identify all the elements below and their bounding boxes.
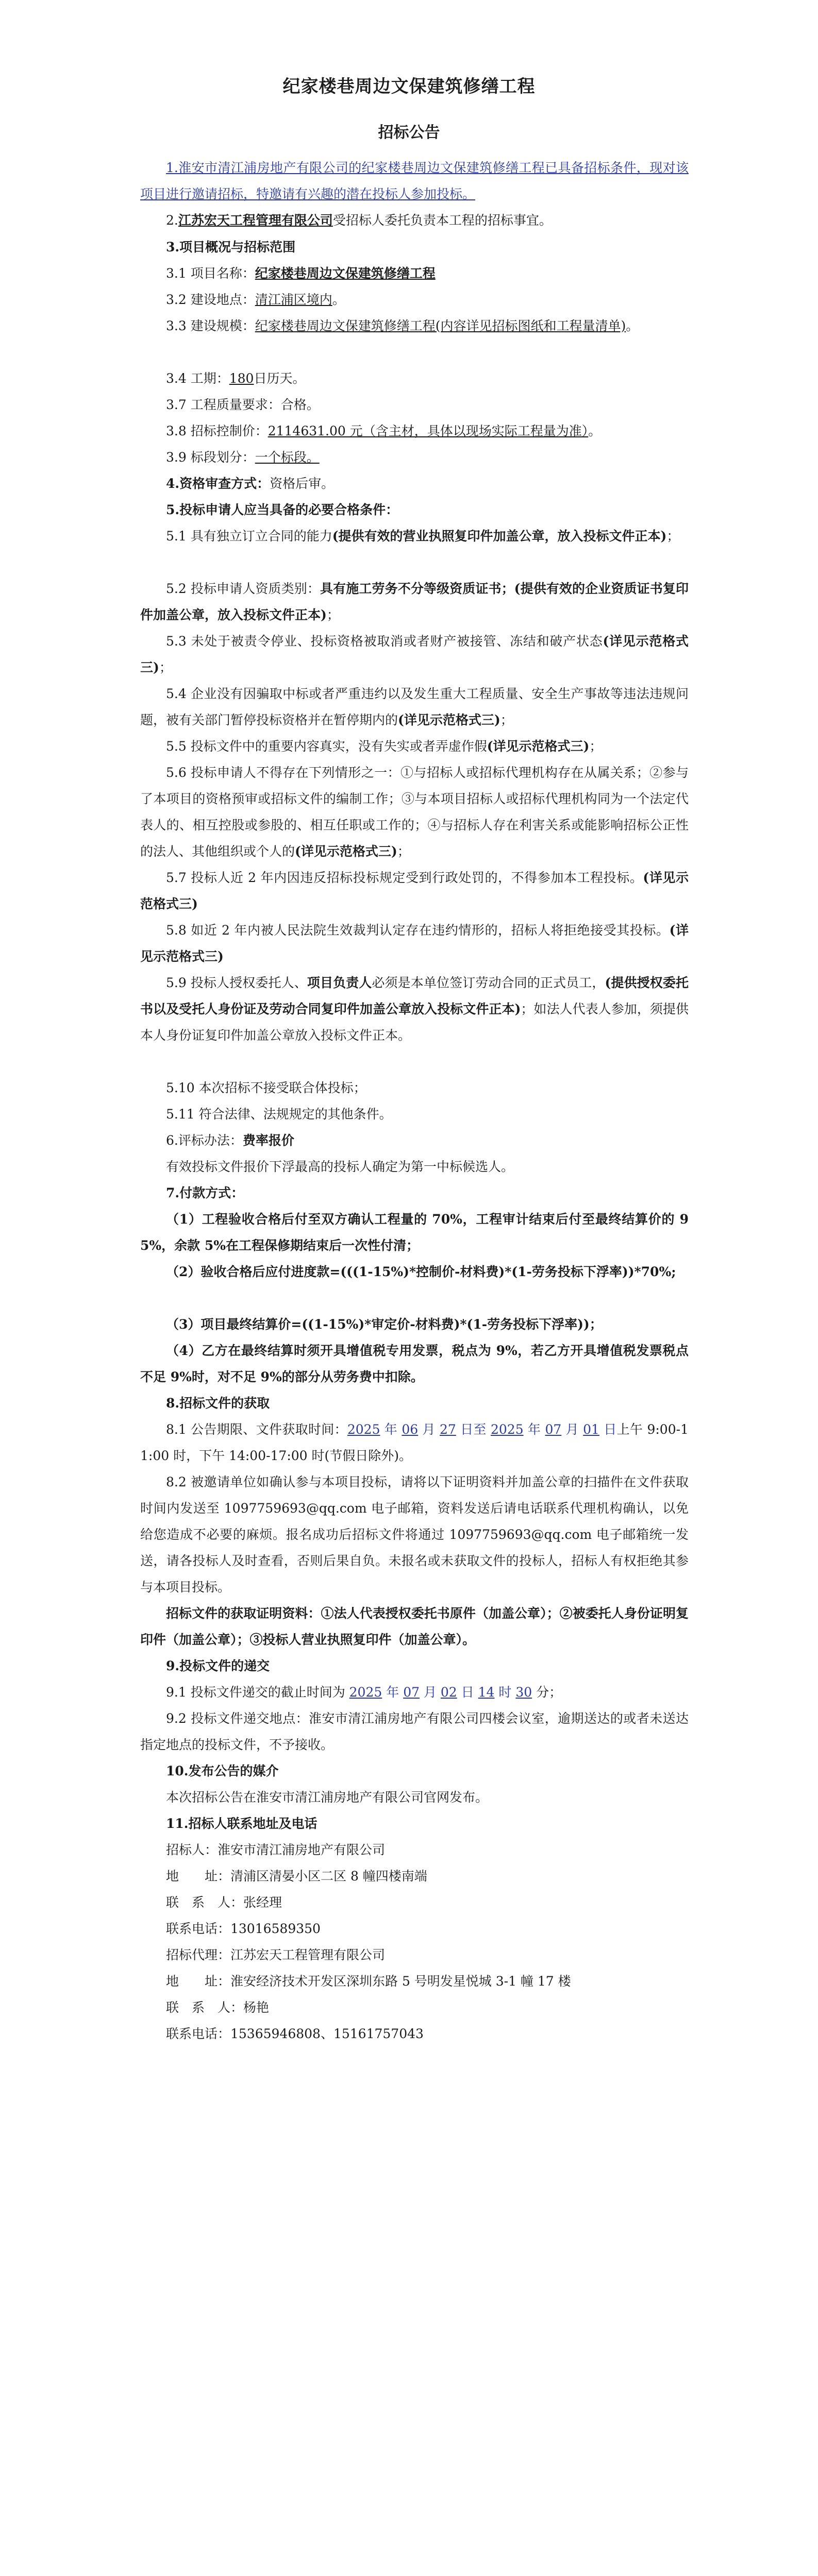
deadline-minute: 30 bbox=[515, 1685, 532, 1700]
section-11-heading: 11.招标人联系地址及电话 bbox=[166, 1816, 318, 1831]
section-9-heading: 9.投标文件的递交 bbox=[166, 1658, 270, 1673]
item-8-3-label: 招标文件的获取证明资料： bbox=[166, 1606, 321, 1621]
item-3-4-label: 3.4 工期： bbox=[166, 371, 229, 386]
item-8-1 bbox=[140, 1416, 689, 1469]
payment-term-2: （2）验收合格后应付进度款=(((1-15%)*控制价-材料费)*(1-劳务投标下浮率))*70%; bbox=[166, 1264, 676, 1279]
item-5-4 bbox=[140, 681, 689, 733]
item-8-3 bbox=[140, 1600, 689, 1653]
item-5-9-bold: (提供授权委托书以及受托人身份证及劳动合同复印件加盖公章放入投标文件正本) bbox=[140, 975, 689, 1016]
tenderer-contact: 联 系 人：张经理 bbox=[166, 1895, 282, 1910]
tenderer-phone: 联系电话：13016589350 bbox=[166, 1921, 321, 1936]
qualification-method: 资格后审。 bbox=[270, 476, 335, 491]
agent-contact: 联 系 人：杨艳 bbox=[166, 2000, 270, 2015]
item-8-2-text: 8.2 被邀请单位如确认参与本项目投标，请将以下证明资料并加盖公章的扫描件在文件获取时间内发送至 1097759693@qq.com 电子邮箱，资料发送后请电话联系代理机构确认，以免给您造成不必要的麻烦。报名成功后招标文件将通过 1097759693@qq.com 电子邮箱统一发送，请各投标人及时查看，否则后果自负。 bbox=[140, 1475, 689, 1568]
item-3-3-label: 3.3 建设规模： bbox=[166, 318, 255, 333]
paragraph-1-text: 的纪家楼巷周边文保建筑修缮工程已具备招标条件，现对该项目进行邀请招标，特邀请有兴趣的潜在投标人参加投标。 bbox=[140, 160, 689, 201]
start-month: 06 bbox=[402, 1422, 419, 1437]
item-5-6 bbox=[140, 759, 689, 865]
item-3-4-end: 日历天。 bbox=[254, 371, 306, 386]
end-day: 01 bbox=[583, 1422, 599, 1437]
start-year-unit: 年 bbox=[380, 1422, 402, 1437]
item-3-4 bbox=[140, 365, 689, 392]
item-5-2-bold: 具有施工劳务不分等级资质证书；(提供有效的企业资质证书复印件加盖公章，放入投标文件正本) bbox=[140, 581, 689, 622]
item-3-3 bbox=[140, 313, 689, 339]
section-5-heading: 5.投标申请人应当具备的必要合格条件： bbox=[166, 502, 399, 517]
start-day: 27 bbox=[440, 1422, 456, 1437]
end-month: 07 bbox=[545, 1422, 562, 1437]
agent-address: 地 址：淮安经济技术开发区深圳东路 5 号明发星悦城 3-1 幢 17 楼 bbox=[166, 1974, 571, 1989]
item-5-4-end: ； bbox=[500, 713, 513, 727]
item-5-11: 5.11 符合法律、法规规定的其他条件。 bbox=[166, 1107, 392, 1122]
project-name: 纪家楼巷周边文保建筑修缮工程 bbox=[255, 266, 436, 281]
end-day-unit: 日 bbox=[599, 1422, 617, 1437]
deadline-year-unit: 年 bbox=[382, 1685, 404, 1700]
item-5-1-text: 5.1 具有独立订立合同的能力 bbox=[166, 529, 332, 544]
item-5-8-bold: (详见示范格式三) bbox=[140, 923, 689, 964]
item-5-2-end: ； bbox=[326, 607, 340, 622]
agency-name: 江苏宏天工程管理有限公司 bbox=[178, 213, 333, 228]
item-5-8-text: 5.8 如近 2 年内被人民法院生效裁判认定存在违约情形的，招标人将拒绝接受其投标。 bbox=[166, 923, 670, 938]
item-3-2-label: 3.2 建设地点： bbox=[166, 292, 255, 307]
item-5-3-bold: (详见示范格式三) bbox=[140, 634, 689, 675]
tenderer-line: 招标人：淮安市清江浦房地产有限公司 bbox=[166, 1842, 386, 1857]
item-8-1-label: 8.1 公告期限、文件获取时间： bbox=[166, 1422, 347, 1437]
item-5-6-bold: (详见示范格式三) bbox=[295, 844, 397, 859]
item-5-5-text: 5.5 投标文件中的重要内容真实，没有失实或者弄虚作假 bbox=[166, 739, 487, 754]
paragraph-2 bbox=[140, 207, 689, 233]
payment-term-4: （4）乙方在最终结算时须开具增值税专用发票，税点为 9%，若乙方开具增值税发票税点不足 9%时，对不足 9%的部分从劳务费中扣除。 bbox=[140, 1343, 689, 1384]
section-6 bbox=[140, 1127, 689, 1154]
item-5-7-bold: (详见示范格式三) bbox=[140, 870, 689, 911]
item-5-4-bold: (详见示范格式三) bbox=[398, 713, 500, 727]
item-5-1-end: ； bbox=[666, 529, 680, 544]
item-5-7 bbox=[140, 865, 689, 917]
item-3-1 bbox=[140, 260, 689, 286]
item-5-3 bbox=[140, 628, 689, 681]
item-5-4-text: 5.4 企业没有因骗取中标或者严重违约以及发生重大工程质量、安全生产事故等违法违规问题，被有关部门暂停投标资格并在暂停期内的 bbox=[140, 686, 689, 727]
item-9-1 bbox=[140, 1679, 689, 1705]
section-6-desc: 有效投标文件报价下浮最高的投标人确定为第一中标候选人。 bbox=[166, 1159, 514, 1174]
item-3-7: 3.7 工程质量要求：合格。 bbox=[166, 397, 320, 412]
section-7-heading: 7.付款方式： bbox=[166, 1185, 244, 1200]
item-5-7-text: 5.7 投标人近 2 年内因违反招标投标规定受到行政处罚的，不得参加本工程投标。 bbox=[166, 870, 643, 885]
agent-line: 招标代理：江苏宏天工程管理有限公司 bbox=[166, 1947, 386, 1962]
item-3-8 bbox=[140, 418, 689, 444]
deadline-year: 2025 bbox=[349, 1685, 382, 1700]
evaluation-method: 费率报价 bbox=[242, 1133, 294, 1148]
section-10-text: 本次招标公告在淮安市清江浦房地产有限公司官网发布。 bbox=[166, 1790, 489, 1805]
payment-term-1: （1）工程验收合格后付至双方确认工程量的 70%，工程审计结束后付至最终结算价的 95%，余款 5%在工程保修期结束后一次性付清； bbox=[140, 1212, 689, 1253]
end-year: 2025 bbox=[491, 1422, 524, 1437]
section-4 bbox=[140, 470, 689, 497]
item-5-5-bold: (详见示范格式三) bbox=[487, 739, 590, 754]
document-subtitle: 招标公告 bbox=[378, 124, 440, 142]
item-8-2 bbox=[140, 1469, 689, 1600]
item-9-1-label: 9.1 投标文件递交的截止时间为 bbox=[166, 1685, 349, 1700]
start-year: 2025 bbox=[347, 1422, 380, 1437]
item-8-3-text: ①法人代表授权委托书原件（加盖公章）；②被委托人身份证明复印件（加盖公章）；③投标人营业执照复印件（加盖公章）。 bbox=[140, 1606, 689, 1647]
item-5-3-end: ； bbox=[159, 660, 172, 675]
deadline-hour: 14 bbox=[478, 1685, 495, 1700]
deadline-day: 02 bbox=[440, 1685, 457, 1700]
deadline-hour-unit: 时 bbox=[494, 1685, 516, 1700]
item-8-1-hours: 上午 9:00-11:00 时，下午 14:00-17:00 时(节假日除外)。 bbox=[140, 1422, 689, 1463]
construction-site: 清江浦区境内 bbox=[255, 292, 332, 307]
bid-sections: 一个标段。 bbox=[255, 450, 320, 465]
deadline-month: 07 bbox=[403, 1685, 420, 1700]
tenderer-address: 地 址：清浦区清晏小区二区 8 幢四楼南端 bbox=[166, 1869, 427, 1884]
item-5-2-text: 5.2 投标申请人资质类别： bbox=[166, 581, 320, 596]
item-3-2-end: 。 bbox=[332, 292, 345, 307]
section-6-label: 6.评标办法： bbox=[166, 1133, 243, 1148]
document-title: 纪家楼巷周边文保建筑修缮工程 bbox=[282, 76, 536, 97]
paragraph-2-text: 受招标人委托负责本工程的招标事宜。 bbox=[332, 213, 552, 228]
construction-scale: 纪家楼巷周边文保建筑修缮工程(内容详见招标图纸和工程量清单) bbox=[255, 318, 626, 333]
item-5-1-bold: (提供有效的营业执照复印件加盖公章，放入投标文件正本) bbox=[332, 529, 667, 544]
duration-days: 180 bbox=[229, 371, 254, 386]
end-month-unit: 月 bbox=[561, 1422, 583, 1437]
item-5-2 bbox=[140, 575, 689, 628]
item-5-9-text: 5.9 投标人授权委托人、 bbox=[166, 975, 307, 990]
item-5-5-end: ； bbox=[589, 739, 603, 754]
item-5-10: 5.10 本次招标不接受联合体投标； bbox=[166, 1080, 366, 1095]
item-3-9 bbox=[140, 444, 689, 470]
section-3-heading: 3.项目概况与招标范围 bbox=[166, 240, 296, 255]
control-price: 2114631.00 元（含主材，具体以现场实际工程量为准） bbox=[268, 423, 589, 438]
item-5-8 bbox=[140, 917, 689, 970]
deadline-month-unit: 月 bbox=[420, 1685, 441, 1700]
item-5-6-end: ； bbox=[397, 844, 410, 859]
item-5-1 bbox=[140, 523, 689, 549]
start-month-unit: 月 bbox=[418, 1422, 440, 1437]
item-5-9-text3: ；如法人代表人参加，须提供本人身份证复印件加盖公章放入投标文件正本。 bbox=[140, 1002, 689, 1043]
paragraph-1 bbox=[140, 155, 689, 207]
item-9-2: 9.2 投标文件递交地点：淮安市清江浦房地产有限公司四楼会议室，逾期送达的或者未送达指定地点的投标文件，不予接收。 bbox=[140, 1711, 689, 1752]
section-10-heading: 10.发布公告的媒介 bbox=[166, 1764, 279, 1778]
item-3-8-label: 3.8 招标控制价： bbox=[166, 423, 268, 438]
deadline-day-unit: 日 bbox=[457, 1685, 478, 1700]
deadline-minute-unit: 分； bbox=[532, 1685, 562, 1700]
item-5-9-text2: 必须是本单位签订劳动合同的正式员工， bbox=[372, 975, 605, 990]
item-5-6-text: 5.6 投标申请人不得存在下列情形之一：①与招标人或招标代理机构存在从属关系；②参与了本项目的资格预审或招标文件的编制工作；③与本项目招标人或招标代理机构同为一个法定代表人的、相互控股或参股的、相互任职或工作的；④与招标人存在利害关系或能影响招标公正性的法人、其他组织或个人的 bbox=[140, 765, 689, 859]
item-3-8-end: 。 bbox=[588, 423, 602, 438]
tenderer-name: 1.淮安市清江浦房地产有限公司 bbox=[166, 160, 349, 175]
item-5-9-role: 项目负责人 bbox=[307, 975, 372, 990]
item-8-2-text2: 未报名或未获取文件的投标人，招标人有权拒绝其参与本项目投标。 bbox=[140, 1553, 689, 1595]
item-3-9-label: 3.9 标段划分： bbox=[166, 450, 255, 465]
end-year-unit: 年 bbox=[523, 1422, 545, 1437]
section-4-label: 4.资格审查方式： bbox=[166, 476, 270, 491]
paragraph-2-num: 2. bbox=[166, 213, 178, 228]
section-8-heading: 8.招标文件的获取 bbox=[166, 1396, 270, 1411]
item-5-3-text: 5.3 未处于被责令停业、投标资格被取消或者财产被接管、冻结和破产状态 bbox=[166, 634, 603, 649]
item-3-2 bbox=[140, 286, 689, 313]
start-day-unit: 日至 bbox=[456, 1422, 491, 1437]
item-3-1-label: 3.1 项目名称： bbox=[166, 266, 255, 281]
item-3-3-end: 。 bbox=[626, 318, 639, 333]
agent-phone: 联系电话：15365946808、15161757043 bbox=[166, 2026, 424, 2041]
payment-term-3: （3）项目最终结算价=((1-15%)*审定价-材料费)*(1-劳务投标下浮率))； bbox=[166, 1317, 603, 1332]
item-5-5 bbox=[140, 733, 689, 759]
item-5-9 bbox=[140, 970, 689, 1048]
